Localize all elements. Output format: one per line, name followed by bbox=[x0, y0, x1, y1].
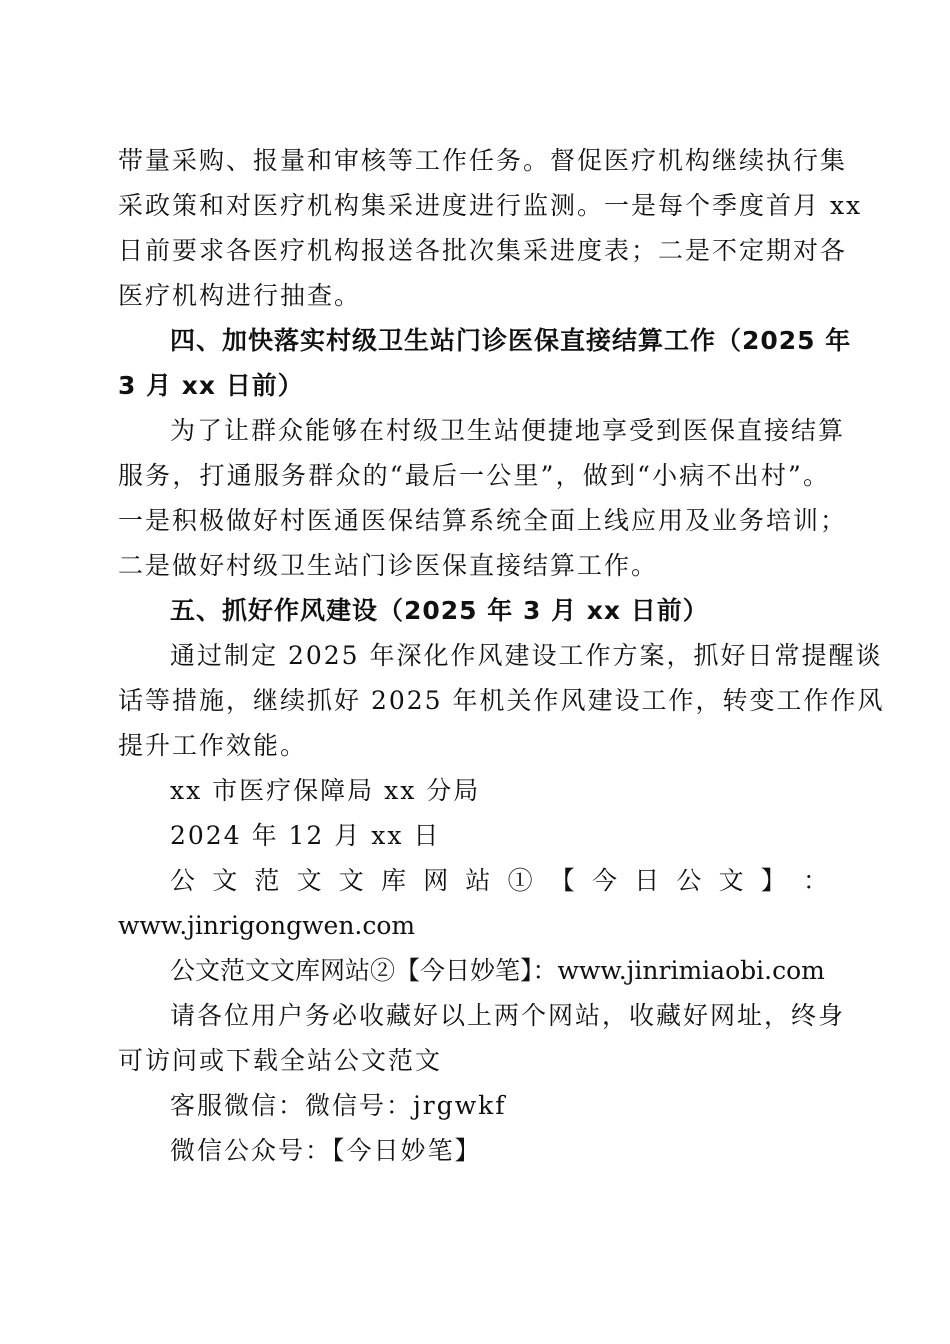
paragraph-line: 带量采购、报量和审核等工作任务。督促医疗机构继续执行集 bbox=[118, 146, 848, 175]
paragraph-line: 提升工作效能。 bbox=[118, 731, 308, 760]
paragraph-line: 一是积极做好村医通医保结算系统全面上线应用及业务培训； bbox=[118, 506, 848, 535]
signature-org: xx 市医疗保障局 xx 分局 bbox=[170, 776, 481, 805]
site1-url[interactable]: www.jinrigongwen.com bbox=[118, 911, 416, 940]
paragraph-line: 为了让群众能够在村级卫生站便捷地享受到医保直接结算 bbox=[170, 416, 846, 445]
paragraph-line: 二是做好村级卫生站门诊医保直接结算工作。 bbox=[118, 551, 659, 580]
paragraph-line: 服务，打通服务群众的“最后一公里”，做到“小病不出村”。 bbox=[118, 461, 830, 490]
notice-line: 可访问或下载全站公文范文 bbox=[118, 1046, 443, 1075]
notice-line: 请各位用户务必收藏好以上两个网站，收藏好网址，终身 bbox=[170, 1001, 846, 1030]
section-heading: 3 月 xx 日前） bbox=[118, 371, 304, 400]
paragraph-line: 医疗机构进行抽查。 bbox=[118, 281, 362, 310]
paragraph-line: 采政策和对医疗机构集采进度进行监测。一是每个季度首月 xx bbox=[118, 191, 863, 220]
paragraph-line: 日前要求各医疗机构报送各批次集采进度表；二是不定期对各 bbox=[118, 236, 848, 265]
site1-label: 公 文 范 文 文 库 网 站 ① 【 今 日 公 文 】 ： bbox=[170, 866, 830, 895]
signature-date: 2024 年 12 月 xx 日 bbox=[170, 821, 441, 850]
section-heading: 四、加快落实村级卫生站门诊医保直接结算工作（2025 年 bbox=[170, 326, 852, 355]
section-heading: 五、抓好作风建设（2025 年 3 月 xx 日前） bbox=[170, 596, 709, 625]
paragraph-line: 话等措施，继续抓好 2025 年机关作风建设工作，转变工作作风 bbox=[118, 686, 885, 715]
wechat-public: 微信公众号：【今日妙笔】 bbox=[170, 1136, 482, 1165]
wechat-service: 客服微信：微信号：jrgwkf bbox=[170, 1091, 507, 1120]
paragraph-line: 通过制定 2025 年深化作风建设工作方案，抓好日常提醒谈 bbox=[170, 641, 883, 670]
site2-line[interactable]: 公文范文文库网站②【今日妙笔】：www.jinrimiaobi.com bbox=[170, 956, 825, 985]
